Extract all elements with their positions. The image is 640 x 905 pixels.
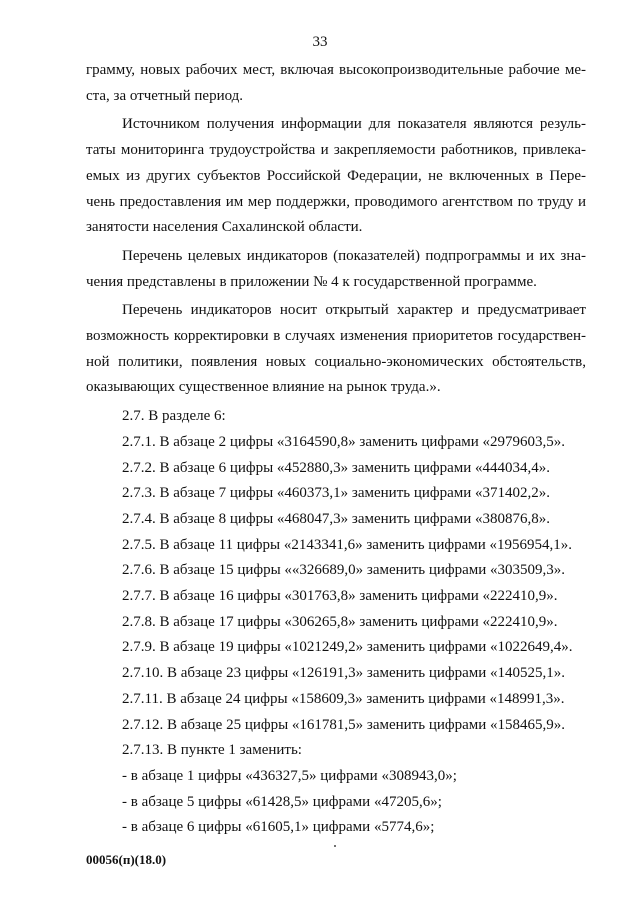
text-line: оказывающих существенное влияние на рынок труда.». (86, 379, 441, 396)
list-item: 2.7.7. В абзаце 16 цифры «301763,8» заменить цифрами «222410,9». (122, 588, 558, 605)
text-line: грамму, новых рабочих мест, включая высокопроизводительные рабочие ме- (86, 62, 586, 78)
text-line: Источником получения информации для показателя являются резуль- (122, 116, 586, 133)
list-item: - в абзаце 6 цифры «61605,1» цифрами «5774,6»; (122, 819, 435, 836)
page-number: 33 (312, 34, 328, 50)
text-line: Перечень целевых индикаторов (показателей) подпрограммы и их зна- (122, 247, 586, 264)
document-body (86, 58, 586, 841)
scan-speck (334, 845, 336, 847)
text-line: таты мониторинга трудоустройства и закрепляемости работников, привлека- (86, 142, 586, 159)
paragraph-indicators-open (86, 298, 586, 401)
list-item: 2.7.2. В абзаце 6 цифры «452880,3» заменить цифрами «444034,4». (122, 459, 551, 476)
list-item: 2.7.6. В абзаце 15 цифры ««326689,0» заменить цифрами «303509,3». (122, 562, 566, 579)
text-line: чения представлены в приложении № 4 к государственной программе. (86, 273, 537, 290)
list-item: 2.7.13. В пункте 1 заменить: (122, 742, 302, 759)
text-line: занятости населения Сахалинской области. (86, 219, 363, 236)
text-line: чень предоставления им мер поддержки, проводимого агентством по труду и (86, 193, 586, 210)
list-item: 2.7.11. В абзаце 24 цифры «158609,3» заменить цифрами «148991,3». (122, 690, 565, 707)
list-item: - в абзаце 5 цифры «61428,5» цифрами «47205,6»; (122, 793, 442, 810)
amendments-list (86, 404, 586, 841)
list-item: 2.7.10. В абзаце 23 цифры «126191,3» заменить цифрами «140525,1». (122, 665, 566, 682)
list-item: 2.7.1. В абзаце 2 цифры «3164590,8» заменить цифрами «2979603,5». (122, 433, 566, 450)
paragraph-information-source (86, 112, 586, 241)
list-item: 2.7.3. В абзаце 7 цифры «460373,1» заменить цифрами «371402,2». (122, 485, 551, 502)
text-line: ста, за отчетный период. (86, 87, 244, 104)
paragraph-continuation (86, 58, 586, 109)
text-line: возможность корректировки в случаях изменения приоритетов государствен- (86, 328, 586, 345)
text-line: емых из других субъектов Российской Федерации, не включенных в Пере- (86, 167, 586, 184)
list-item: 2.7.4. В абзаце 8 цифры «468047,3» заменить цифрами «380876,8». (122, 510, 551, 527)
text-line: ной политики, появления новых социально-экономических обстоятельств, (86, 353, 586, 370)
list-item: 2.7.8. В абзаце 17 цифры «306265,8» заменить цифрами «222410,9». (122, 613, 558, 630)
document-code: 00056(п)(18.0) (86, 852, 167, 867)
list-item: 2.7.5. В абзаце 11 цифры «2143341,6» заменить цифрами «1956954,1». (122, 536, 572, 553)
list-item: 2.7.12. В абзаце 25 цифры «161781,5» заменить цифрами «158465,9». (122, 716, 566, 733)
list-item: 2.7.9. В абзаце 19 цифры «1021249,2» заменить цифрами «1022649,4». (122, 639, 573, 656)
list-item: - в абзаце 1 цифры «436327,5» цифрами «308943,0»; (122, 767, 457, 784)
text-line: Перечень индикаторов носит открытый характер и предусматривает (122, 302, 586, 319)
list-item: 2.7. В разделе 6: (122, 408, 226, 425)
paragraph-indicators-list (86, 244, 586, 295)
